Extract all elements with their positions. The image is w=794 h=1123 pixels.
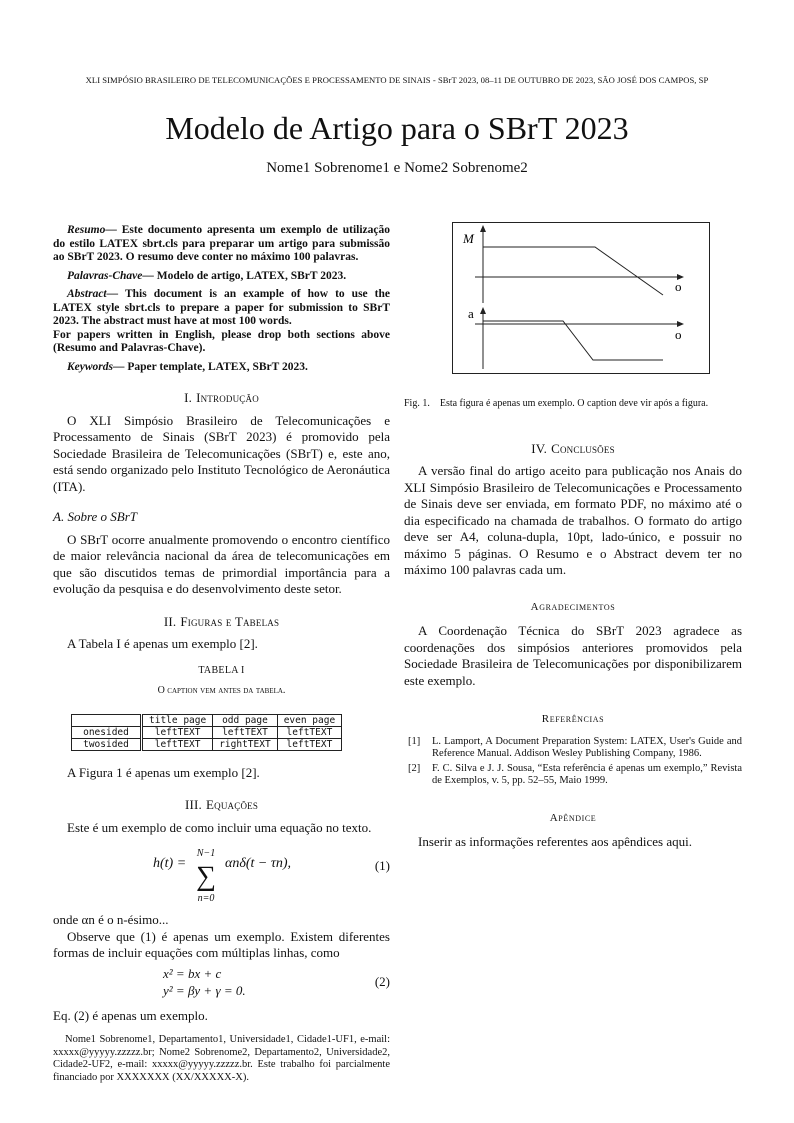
table-row [72,738,342,750]
section-number: II. [163,613,177,629]
author-footnote: Nome1 Sobrenome1, Departamento1, Universidade1, Cidade1-UF1, e-mail: xxxxx@yyyyy.zzzzz.br; Nome2 Sobrenome2, Departamento2, Universidade2, Cidade2-UF2, e-mail: xxxxx@yyyyy.zzzzz.br. Este trabalho foi parcialmente financiado por XXXXXXX (XX/XXXXX-X). [53,1034,390,1083]
section-number: I. [184,390,193,405]
abstract-label: Abstract— [67,288,119,300]
equation-number: (1) [374,858,390,873]
appendix-heading: Apêndice [549,811,597,824]
section-title: Equações [206,797,259,812]
authors: Nome1 Sobrenome1 e Nome2 Sobrenome2 [266,160,528,176]
figure-caption-label: Fig. 1. [404,398,430,409]
section-heading-equations [53,797,390,814]
equation-number: (2) [374,973,390,989]
reference-key: [1] [408,735,421,747]
figure-plot [453,223,709,373]
conclusions-paragraph: A versão final do artigo aceito para publicação nos Anais do XLI Simpósio Brasileiro de Telecomunicações e Processamento de Sinais deve ser enviada, em formato PDF, no máximo até o dia especificado na chamada de trabalhos. O formato do artigo deve ser A4, coluna-dupla, 10pt, lado-único, e possuir no máximo 5 páginas. O Resumo e o Abstract devem ter no máximo 100 palavras cada um. [404,463,742,577]
figure-caption-text: Esta figura é apenas um exemplo. O caption deve vir após a figura. [439,398,709,409]
english-note: For papers written in English, please drop both sections above (Resumo and Palavras-Chave). [53,328,390,354]
top-y-arrow-icon [480,225,486,232]
figure-1 [452,222,710,374]
subsection-heading: A. Sobre o SBrT [53,509,138,524]
summation-lower: n=0 [197,892,215,904]
table-cell: leftTEXT [142,738,213,750]
table-caption-number: TABELA I [198,664,245,676]
references-heading: Referências [541,713,605,725]
equation-line: x² = bx + c [163,965,222,981]
table-cell: twosided [72,738,142,750]
table-caption-text: O caption vem antes da tabela. [157,685,286,696]
equation-1 [53,846,390,902]
table-cell: leftTEXT [277,726,341,738]
left-column [53,224,390,1084]
table-header-cell: odd page [213,714,277,726]
label-a: a [468,306,474,321]
equation-2 [53,964,390,1002]
section-title: Conclusões [551,440,615,456]
references-list [404,736,742,788]
palavras-label: Palavras-Chave— [67,269,154,282]
reference-item [404,763,742,788]
acknowledgments-paragraph: A Coordenação Técnica do SBrT 2023 agradece as coordenações dos simpósios anteriores promovidos pela Sociedade Brasileira de Telecomunicações por disponibilizarem este exemplo. [404,623,742,688]
label-o-bottom: o [675,327,682,342]
section-number: III. [184,797,202,812]
table-header-row [72,714,342,726]
resumo-label: Resumo— [67,224,117,236]
sbrt-paragraph: O SBrT ocorre anualmente promovendo o encontro científico de maior relevância nacional da área de telecomunicações em que são discutidos temas de primordial importância para a evolução da pesquisa e do desenvolvimento deste setor. [53,531,390,596]
table-cell: rightTEXT [213,738,277,750]
section-heading-figures [53,614,390,631]
abstract-text: This document is an example of how to use the LATEX style sbrt.cls to prepare a paper for submission to SBrT 2023. The abstract must have at most 100 words. [53,288,390,327]
table-row [72,726,342,738]
bottom-y-arrow-icon [480,307,486,314]
summation-upper: N−1 [196,848,216,859]
example-table [71,714,342,751]
intro-paragraph: O XLI Simpósio Brasileiro de Telecomunicações e Processamento de Sinais (SBrT 2023) é promovido pela Sociedade Brasileira de Telecomunicações (SBrT) e, este ano, está sendo organizado pelo Instituto Tecnológico de Aeronáutica (ITA). [53,412,390,494]
keywords-text: Paper template, LATEX, SBrT 2023. [127,360,308,373]
section-number: IV. [531,440,548,456]
acknowledgments-heading: Agradecimentos [530,600,616,613]
reference-text: F. C. Silva e J. J. Sousa, “Esta referência é apenas um exemplo,” Revista de Exemplos, v. 5, pp. 52–55, Maio 1999. [432,762,742,786]
section-title: Figuras e Tabelas [180,613,280,629]
summation [191,846,221,907]
table-header-cell: title page [142,714,213,726]
reference-item [404,736,742,761]
palavras-text: Modelo de artigo, LATEX, SBrT 2023. [156,269,347,282]
keywords-label: Keywords— [67,360,125,373]
equation-line: y² = βy + γ = 0. [163,982,246,998]
equation-rhs: αnδ(t − τn), [225,856,292,871]
equation-after-text: onde αn é o n-ésimo... [53,912,169,927]
equation-intro-paragraph: Este é um exemplo de como incluir uma equação no texto. [67,819,372,835]
table-cell: onesided [72,726,142,738]
reference-text: L. Lamport, A Document Preparation System: LATEX, User's Guide and Reference Manual. Addison Wesley Publishing Company, 1986. [432,735,742,759]
table-cell: leftTEXT [213,726,277,738]
bottom-curve [483,321,663,360]
abstract-block [53,224,390,374]
equation-multiline-paragraph: Observe que (1) é apenas um exemplo. Existem diferentes formas de incluir equações com múltiplas linhas, como [53,928,390,960]
table-cell: leftTEXT [277,738,341,750]
table-header-cell: even page [277,714,341,726]
figure-reference-paragraph: A Figura 1 é apenas um exemplo [2]. [67,764,260,780]
sigma-symbol: ∑ [196,860,216,892]
section-heading-intro [53,390,390,407]
right-column [404,222,742,851]
figure-caption [404,396,742,413]
section-title: Introdução [196,390,259,405]
section-heading-conclusions [404,441,742,458]
table-reference-paragraph: A Tabela I é apenas um exemplo [2]. [67,636,258,651]
equation-lhs: h(t) = [153,856,187,871]
appendix-paragraph: Inserir as informações referentes aos apêndices aqui. [418,834,692,849]
table-cell: leftTEXT [142,726,213,738]
top-curve [483,247,663,295]
equation-final-paragraph: Eq. (2) é apenas um exemplo. [53,1007,208,1023]
running-head: XLI SIMPÓSIO BRASILEIRO DE TELECOMUNICAÇÕES E PROCESSAMENTO DE SINAIS - SBrT 2023, 08–11 DE OUTUBRO DE 2023, SÃO JOSÉ DOS CAMPOS, SP [85,75,709,85]
table-header-cell [72,714,142,726]
reference-key: [2] [408,762,421,774]
label-m: M [463,231,474,246]
paper-title: Modelo de Artigo para o SBrT 2023 [165,110,629,146]
label-o-top: o [675,279,682,294]
resumo-text: Este documento apresenta um exemplo de utilização do estilo LATEX sbrt.cls para preparar um artigo para submissão ao SBrT 2023. O resumo deve conter no máximo 100 palavras. [53,224,390,263]
